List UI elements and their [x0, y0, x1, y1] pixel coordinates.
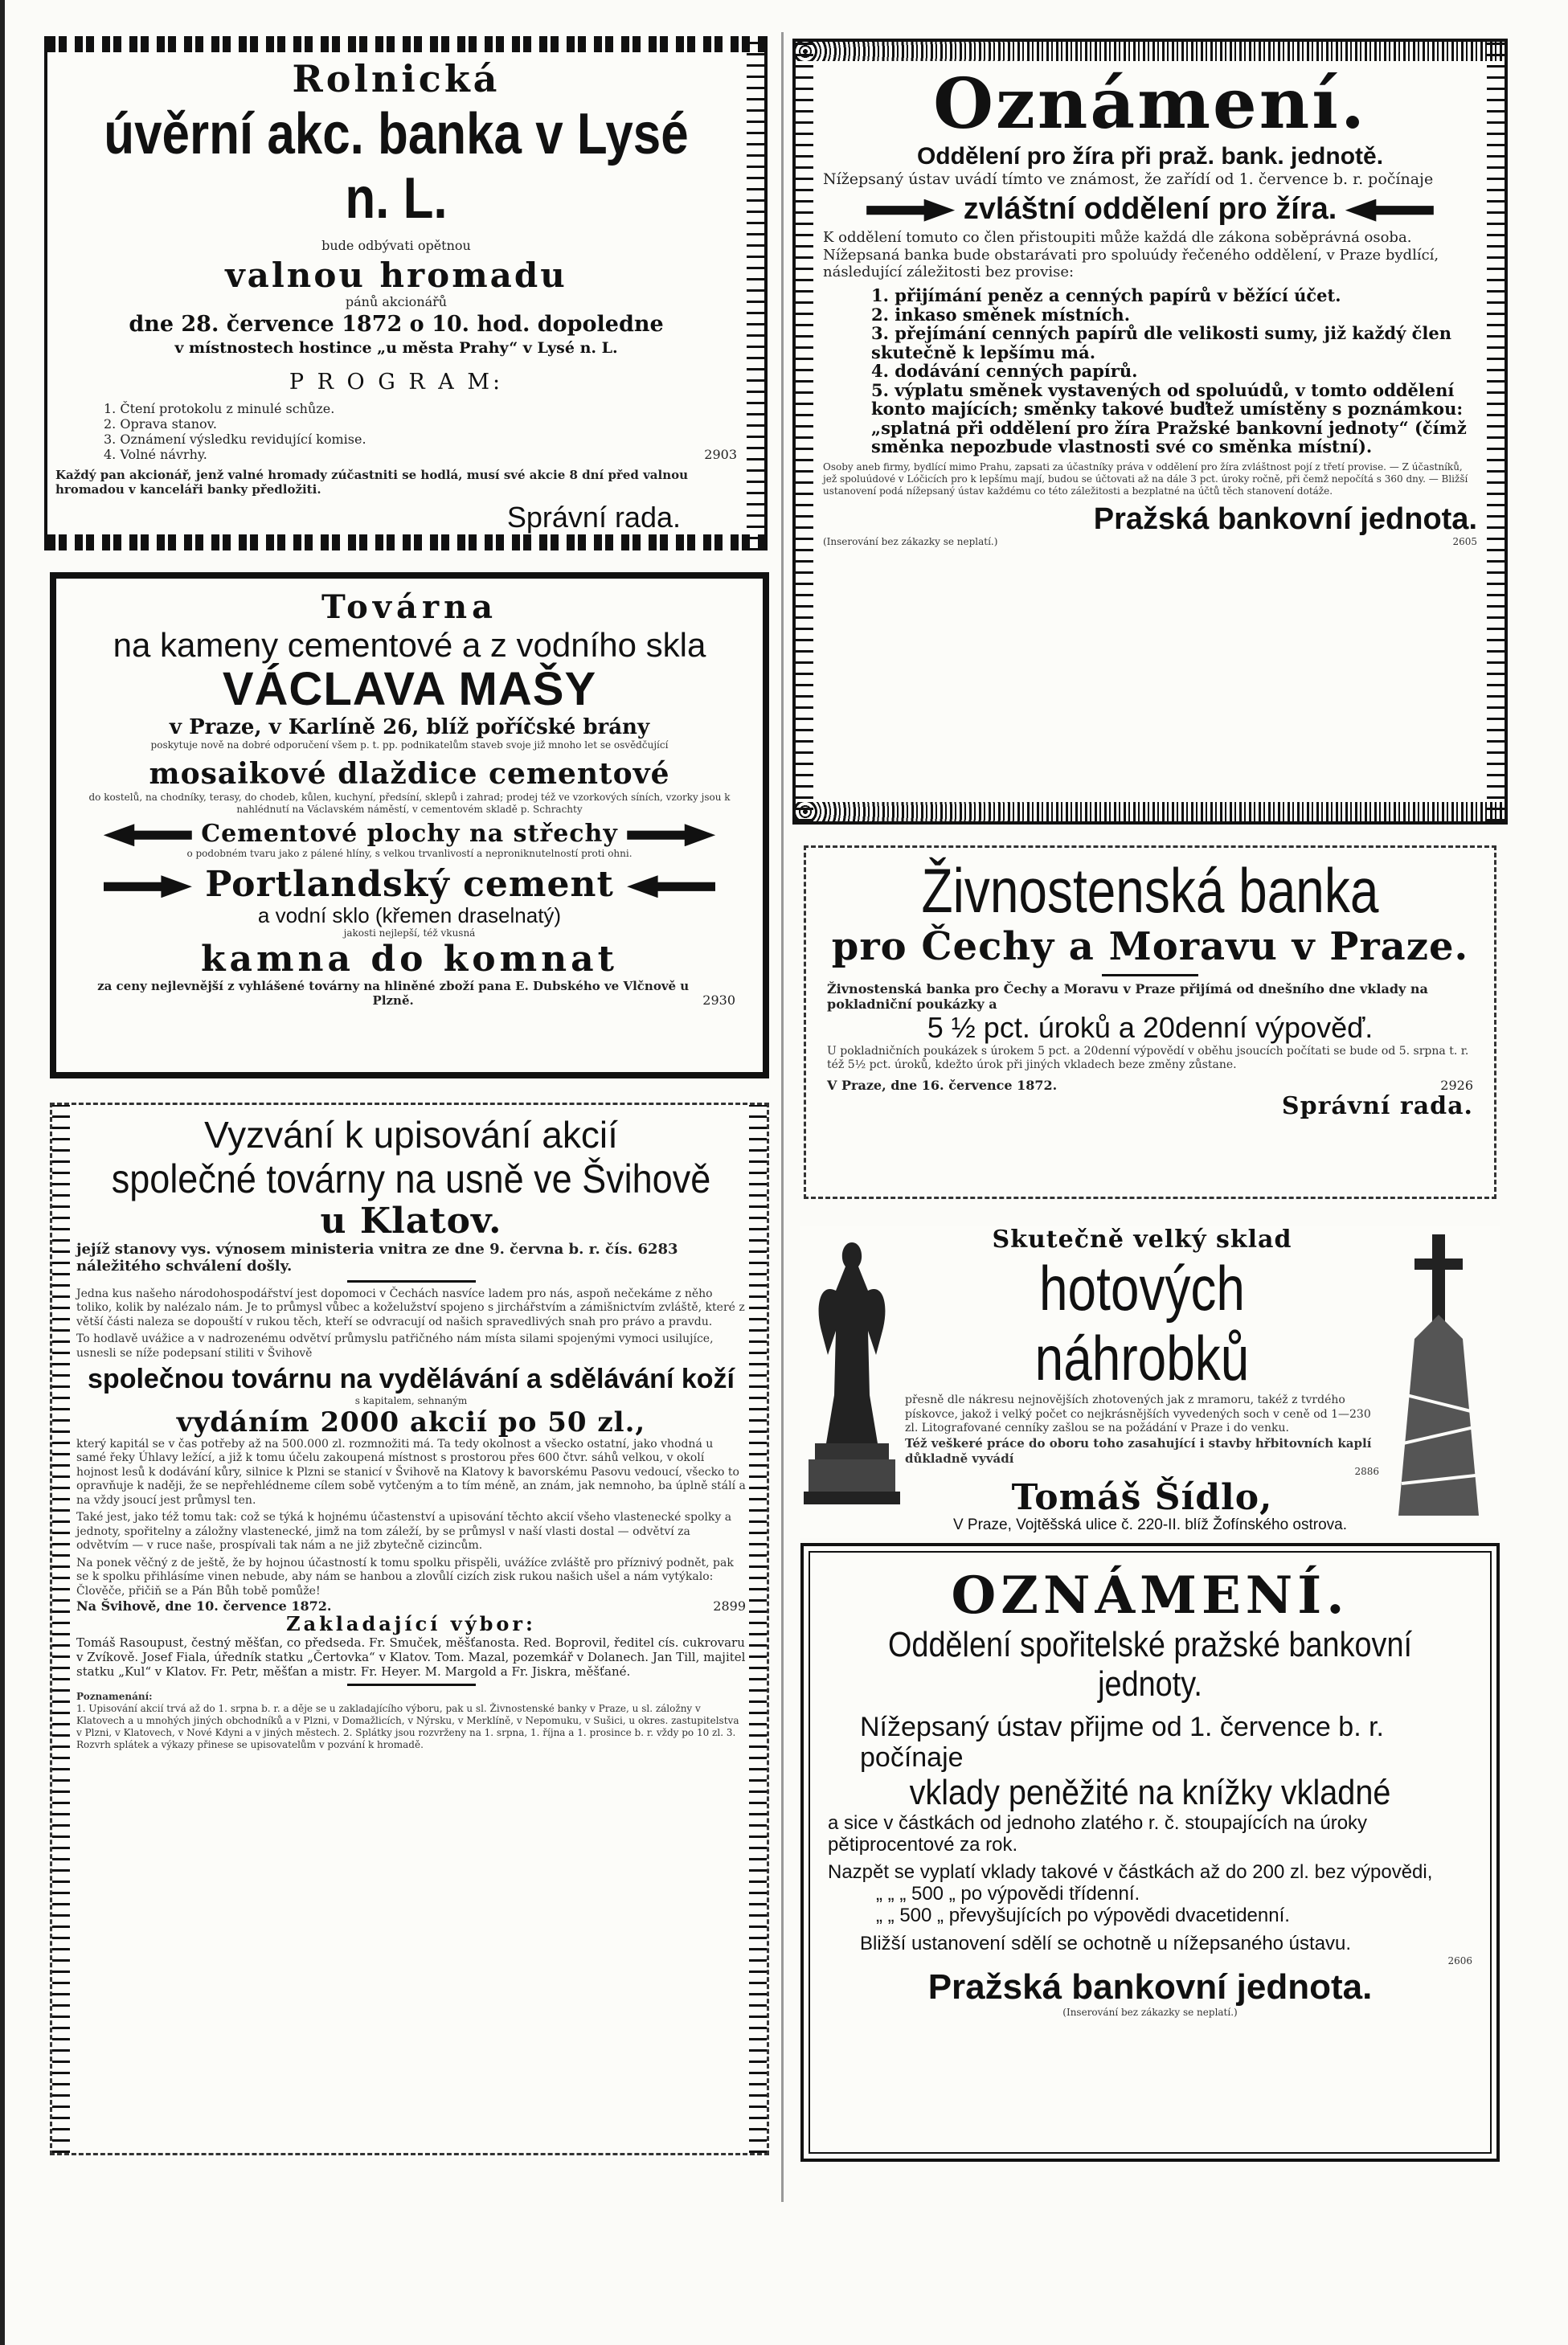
ad-heading-meeting: valnou hromadu — [225, 255, 567, 295]
ad-heading-dept-text: zvláštní oddělení pro žíra. — [963, 191, 1337, 226]
ad-number: 2605 — [1452, 536, 1477, 548]
ad-title: Oznámení. — [933, 63, 1367, 145]
angel-statue-icon — [804, 1234, 900, 1508]
ornament-top — [47, 36, 764, 52]
pointing-hand-icon — [627, 875, 715, 898]
pointing-hand-icon — [866, 199, 955, 222]
ad-paragraph: Též veškeré práce do oboru toho zasahující i stavby hřbitovních kaplí důkladně vyvádí — [905, 1435, 1372, 1466]
ad-small-text: Osoby aneb firmy, bydlící mimo Prahu, zapsati za účastníky práva v oddělení pro žíra zvláštnost pojí z třetí provise. — Z účastníků, jež spoluúdové v Lóčicích pro k lepšímu mají, budou se účtovati až na dále 3 pct. úroky ročně, při čemž nepočítá s 360 dny. — Bližší ustanovení podá nížepsaný ústav každému co této záležitosti a bezplatné na účtů těch stanovení dotáže. — [823, 460, 1468, 497]
ad-title-factory: společné továrny na usně ve Švihově — [111, 1156, 711, 1201]
cross-monument-icon — [1382, 1234, 1495, 1516]
column-divider — [781, 32, 784, 2202]
ad-heading-cement — [68, 865, 751, 904]
list-item: 5. výplatu směnek vystavených od spoluúdů, v tomto oddělení konto majících; směnky takové buďtež umístěny s poznámkou: „splatná při oddělení pro žíra Pražské bankovní jednoty“ (čímž směnka nepozbude vlastnosti své co směnka místní). — [871, 379, 1467, 457]
ad-number: 2886 — [1354, 1466, 1379, 1478]
program-item: 4. Volné návrhy. — [104, 447, 207, 463]
ad-paragraph: Nížepsaný ústav přijme od 1. července b. r. počínaje — [860, 1712, 1384, 1774]
ad-paragraph: Na ponek věčný z de ještě, že by hojnou účastností k tomu spolku přispěli, uvážíce zvláště pro příznivý podnět, pak se k spolku přihlásíme vinen nebude, aby nám se hanbou a zlovůlí cizích zisk rukou našich ušel a nám vytýkalo: Člověče, přičiň se a Pán Bůh tobě pomůže! — [76, 1556, 734, 1598]
ad-paragraph: Nazpět se vyplatí vklady takové v částkách až do 200 zl. bez výpovědi, — [828, 1861, 1433, 1884]
ad-date: dne 28. července 1872 o 10. hod. dopoledne — [129, 312, 664, 338]
ad-signature: Správní rada. — [506, 500, 681, 534]
ad-heading-deposits: vklady peněžité na knížky vkladné — [909, 1773, 1391, 1813]
ad-committee: Tomáš Rasoupust, čestný měšťan, co předseda. Fr. Smuček, měšťanosta. Red. Boprovil, ředitel cís. cukrovaru v Zvíkově. Josef Fiala, úředník statku „Čertovka“ v Klatov. Tom. Mazal, pozemkář v Dolanech. Jan Till, majitel statku „Kul“ v Klatov. Fr. Petr, měšťan a mistr. Fr. Heyer. M. Margold a Fr. Jiskra, měšťané. — [76, 1635, 746, 1680]
ad-number: 2930 — [702, 992, 735, 1009]
oznameni-zira-ad — [792, 39, 1508, 825]
ad-title: Továrna — [321, 588, 498, 626]
ad-small-text: jakosti nejlepší, též vkusná — [343, 927, 476, 939]
ad-paragraph: přesně dle nákresu nejnovějších zhotovených jak z mramoru, takéž z tvrdého pískovce, jakož i velký počet co nejkrásnějších vyvedených soch v ceně od 1—230 zl. Litografované cenníky zašlou se na požádání v Praze i do venku. — [905, 1393, 1371, 1435]
ad-title-bank-name: úvěrní akc. banka v Lysé n. L. — [104, 101, 689, 231]
list-item: 2. inkaso směnek místních. — [871, 304, 1131, 325]
tovarna-ad — [50, 572, 769, 1078]
ad-heading-factory: společnou továrnu na vydělávání a sdělávání koží — [88, 1364, 735, 1395]
program-item: 3. Oznámení výsledku revidující komise. — [104, 432, 366, 448]
divider — [347, 1684, 476, 1686]
ad-heading-cement-text: Portlandský cement — [205, 863, 614, 905]
ad-subtitle: Oddělení spořitelské pražské bankovní jednoty. — [887, 1624, 1413, 1704]
ad-number: 2903 — [704, 447, 737, 463]
ornament-right-chain — [749, 1105, 767, 2153]
oznameni-sporitelna-ad — [800, 1543, 1500, 2162]
ornament-left-chain — [52, 1105, 70, 2153]
ad-heading-shares: vydáním 2000 akcií po 50 zl., — [176, 1406, 646, 1439]
ad-subtitle: a vodní sklo (křemen draselnatý) — [257, 903, 562, 928]
ad-footnote-title: Poznamenání: — [76, 1691, 153, 1703]
ornament-left-chain — [796, 42, 813, 821]
list-item: 4. dodávání cenných papírů. — [871, 361, 1138, 382]
ad-small-text: do kostelů, na chodníky, terasy, do chodeb, kůlen, kuchyní, předsíní, sklepů i zahrad; prodej též ve vzorkových síních, vzorky jsou k nahlédnutí na Václavském náměstí, v cementovém skladě p. Schrachty — [88, 792, 731, 816]
list-item: 1. přijímání peněz a cenných papírů v běžící účet. — [871, 285, 1341, 306]
ad-note: Každý pan akcionář, jenž valné hromady zúčastniti se hodlá, musí své akcie 8 dní před valnou hromadou v kanceláři banky předložiti. — [55, 467, 689, 497]
ad-paragraph: Jedna kus našeho národohospodářství jest dopomoci v Čechách nasvíce ladem pro nás, aspoň nečekáme z něho toliko, kolik by nalézalo nám. Je to průmysl vůbec a koželužství spojeno s jirchářstvím a zámišnictvím zvláště, které z větší části naleza se dopouští v rukou těch, kteří se odvracují od našich spravedlivých snah pro právo a pravdu. — [76, 1287, 745, 1328]
ad-small-text: bude odbývati opětnou — [321, 237, 471, 253]
ad-date: Na Švihově, dne 10. července 1872. — [76, 1598, 332, 1614]
ad-place: v místnostech hostince „u města Prahy“ v Lysé n. L. — [174, 339, 618, 358]
vyzvani-ad — [50, 1103, 769, 2155]
ad-paragraph: Také jest, jako též tomu tak: což se týká k hojnému účastenství a upisování těchto akcií všeho vlastenecké spolky a jednoty, spořitelny a záložny vlastenecké, jimž na tom záleží, by se průmysl v naší vlasti dostal — odvětví za odvětvím — v ruce naše, prospívali tak nám a ne již zbytečně cizincům. — [76, 1511, 732, 1553]
ad-footnote: 1. Upisování akcií trvá až do 1. srpna b. r. a děje se u zakladajícího výboru, pak u sl. Živnostenské banky v Praze, u sl. záložny v Klatovech a u mnohých jiných obchodníků a v Plzni, v Domažlicích, v Nýrsku, v Merklíně, v Nepomuku, v Sušici, u okres. zastupitelstva v Plzni, v Klatovech, v Nové Kdyni a v jiných městech. 2. Splátky jsou rozvrženy na 1. srpna, 1. října a 1. prosince b. r. vždy po 10 zl. 3. Rozvrh splátek a výkazy přinese se upisovatelům v pozvání k hromadě. — [76, 1703, 739, 1751]
ad-number: 2606 — [1447, 1954, 1472, 1966]
ad-subtitle: pro Čechy a Moravu v Praze. — [831, 924, 1469, 970]
ad-title-tombstones: hotových náhrobků — [1034, 1252, 1250, 1393]
ad-heading-roofs — [68, 821, 751, 848]
ad-footer: (Inserování bez zákazky se neplatí.) — [1062, 2007, 1238, 2019]
ornament-top — [796, 42, 1505, 61]
ad-date: V Praze, dne 16. července 1872. — [827, 1077, 1058, 1093]
ad-address: V Praze, Vojtěšská ulice č. 220-II. blíž Žofínského ostrova. — [952, 1516, 1347, 1533]
pointing-hand-icon — [104, 875, 192, 898]
ad-small-text: za ceny nejlevnější z vyhlášené továrny na hliněné zboží pana E. Dubského ve Vlčnově u Plzně. — [97, 979, 690, 1009]
ad-committee-title: Zakladající výbor: — [286, 1612, 536, 1636]
ad-heading-tiles: mosaikové dlaždice cementové — [149, 756, 670, 791]
divider — [1102, 974, 1198, 976]
ad-paragraph: Živnostenská banka pro Čechy a Moravu v Praze přijímá od dnešního dne vklady na pokladniční poukázky a — [827, 981, 1428, 1013]
ad-paragraph: U pokladničních poukázek s úrokem 5 pct. a 20denní výpovědí v oběhu jsoucích počítati se bude od 5. srpna t. r. též 5½ pct. úroků, kdežto úrok při jiných vkladech beze změny zůstane. — [827, 1044, 1469, 1072]
ad-program-label: P R O G R A M: — [289, 369, 504, 395]
ad-subtitle: na kameny cementové a z vodního skla — [113, 625, 706, 664]
pointing-hand-icon — [627, 824, 715, 846]
ad-paragraph: Bližší ustanovení sdělí se ochotně u nížepsaného ústavu. — [860, 1933, 1352, 1954]
ad-paragraph: To hodlavě uvážice a v nadrozenému odvětví průmyslu patřičného nám místa silami spojenými vymoci usilujíce, usnesli se níže podepsaní stiliti v Švihově — [76, 1332, 714, 1360]
program-item: 1. Čtení protokolu z minulé schůze. — [104, 400, 335, 416]
zivnostenska-banka-ad — [804, 845, 1496, 1199]
ad-paragraph: „ „ 500 „ převyšujících po výpovědi dvacetidenní. — [876, 1905, 1290, 1927]
ad-small-text: poskytuje nově na dobré odporučení všem p. t. pp. podnikatelům staveb svoje již mnoho let se osvědčující — [150, 739, 669, 751]
ad-heading-roofs-text: Cementové plochy na střechy — [201, 820, 618, 849]
ad-footer: (Inserování bez zákazky se neplatí.) — [823, 536, 998, 548]
ad-rate: 5 ½ pct. úroků a 20denní výpověď. — [927, 1011, 1374, 1045]
nahrobky-ad — [800, 1226, 1500, 1538]
ad-address: v Praze, v Karlíně 26, blíž poříčské brány — [169, 714, 650, 739]
ad-subtitle: Oddělení pro žíra při praž. bank. jednotě. — [916, 143, 1384, 170]
ad-small-text: o podobném tvaru jako z pálené hlíny, s velkou trvanlivostí a neproniknutelností proti ohni. — [186, 847, 633, 859]
rolnicka-banka-ad — [44, 36, 768, 550]
program-item: 2. Oprava stanov. — [104, 416, 217, 432]
ad-title: Rolnická — [292, 57, 501, 100]
ornament-bottom — [47, 534, 764, 550]
ad-title: Živnostenská banka — [921, 855, 1379, 926]
ornament-right-chain — [747, 36, 764, 550]
ad-title: Vyzvání k upisování akcií — [204, 1114, 618, 1156]
ad-intro: jejíž stanovy vys. výnosem ministeria vnitra ze dne 9. června b. r. čís. 6283 náležitého schválení došly. — [76, 1240, 678, 1275]
ad-number: 2926 — [1440, 1077, 1473, 1093]
ad-title: Skutečně velký sklad — [992, 1226, 1292, 1254]
ad-small-text: pánů akcionářů — [345, 293, 448, 309]
ad-owner-name: VÁCLAVA MAŠY — [222, 662, 597, 715]
ad-paragraph: a sice v částkách od jednoho zlatého r. č. stoupajících na úroky pětiprocentové za rok. — [828, 1811, 1368, 1856]
ad-number: 2899 — [713, 1598, 746, 1614]
ad-signature: Pražská bankovní jednota. — [1093, 501, 1477, 536]
ad-paragraph: „ „ „ 500 „ po výpovědi třídenní. — [876, 1883, 1140, 1905]
ad-small-text: s kapitalem, sehnaným — [354, 1394, 468, 1406]
ornament-bottom — [796, 802, 1505, 821]
ad-paragraph: který kapitál se v čas potřeby až na 500.000 zl. rozmnožiti má. Ta tedy okolnost a všecko ostatní, jako vhodná u samé řeky Úhlavy ležící, a již k tomu účelu zakoupená místnost s prostorou přes 600 čtvr. sáhů velkou, v okolí hojnost lesů k dodávání kůry, silnice k Plzni se stanicí v Švihově na Klatovy k bavorskému Pasovu vedoucí, všecko to opravňuje k naději, že se nepřehlédneme cílem sobě vytčeným a to tím méně, an znám, jak nemnoho, ba úplně stálí a na vždy jsoucí jest průmysl ten. — [76, 1437, 746, 1507]
ad-signature: Pražská bankovní jednota. — [927, 1966, 1373, 2007]
ad-heading-stoves: kamna do komnat — [200, 939, 619, 980]
ad-title: OZNÁMENÍ. — [951, 1565, 1349, 1626]
list-item: 3. přejímání cenných papírů dle velikosti sumy, již každý člen skutečně k lepšímu má. — [871, 323, 1451, 362]
ad-signature: Správní rada. — [1281, 1091, 1473, 1120]
ad-paragraph: Nížepsaný ústav uvádí tímto ve známost, že zařídí od 1. července b. r. počínaje — [823, 170, 1434, 188]
ad-paragraph: K oddělení tomuto co člen přistoupiti může každá dle zákona soběprávná osoba. Nížepsaná banka bude obstarávati pro spoluúdy řečeného oddělení, v Praze bydlící, následující záležitosti bez provise: — [823, 229, 1439, 281]
pointing-hand-icon — [1345, 199, 1434, 222]
ad-heading-dept — [823, 192, 1477, 227]
ornament-right-chain — [1487, 42, 1505, 821]
pointing-hand-icon — [104, 824, 192, 846]
ad-title-place: u Klatov. — [320, 1200, 502, 1242]
page-left-edge — [0, 0, 5, 2345]
ad-name: Tomáš Šídlo, — [1011, 1477, 1273, 1519]
divider — [347, 1280, 476, 1283]
